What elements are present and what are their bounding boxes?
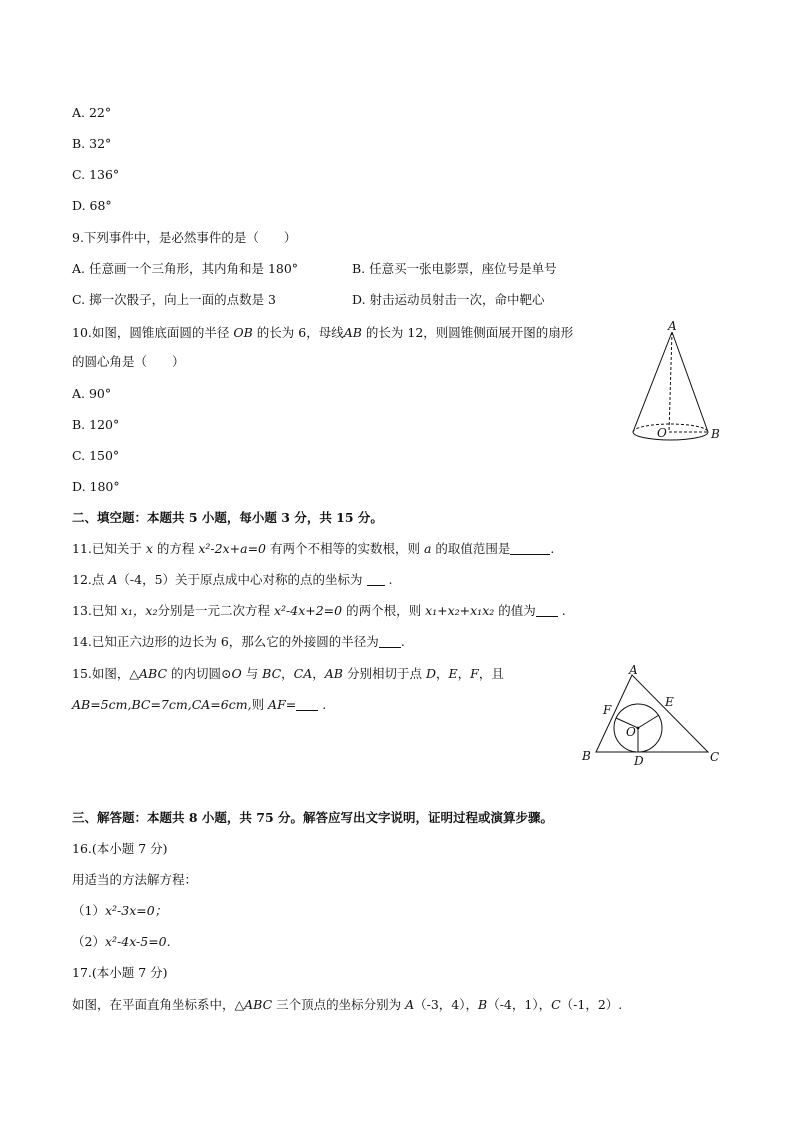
- q9-option-a: A. 任意画一个三角形，其内角和是 180°: [72, 261, 299, 276]
- incircle-label-a: A: [629, 663, 638, 677]
- q17-coord-c: （-1，2）.: [560, 997, 623, 1012]
- q9-option-d: D. 射击运动员射击一次，命中靶心: [352, 292, 545, 307]
- q16-part2: [72, 934, 171, 950]
- q11-end: .: [550, 541, 555, 556]
- q9-option-b: B. 任意买一张电影票，座位号是单号: [352, 261, 557, 276]
- q16-stem: 用适当的方法解方程：: [72, 872, 198, 887]
- q13-text: 的值为: [494, 603, 536, 618]
- cone-figure: [620, 318, 730, 448]
- q17-coord-b: （-4，1），: [487, 997, 552, 1012]
- q15-af: AF=: [268, 697, 297, 712]
- q15-text: ，: [281, 666, 294, 681]
- q14-text: 14.已知正六边形的边长为 6，那么它的外接圆的半径为: [72, 634, 379, 649]
- q8-option-c: C. 136°: [72, 167, 120, 182]
- q15-lengths: AB=5cm,BC=7cm,CA=6cm,: [72, 697, 252, 712]
- q11-var-x: x: [145, 541, 153, 556]
- q15-point-e: E: [448, 666, 458, 681]
- q12-end: .: [384, 572, 393, 587]
- incircle-label-c: C: [710, 750, 720, 764]
- section2-desc: 本题共 5 小题，每小题 3 分，共 15 分。: [147, 510, 383, 525]
- q15-point-d: D: [425, 666, 436, 681]
- q11-stem: [72, 541, 554, 557]
- incircle-label-b: B: [582, 749, 591, 763]
- q13-answer-blank[interactable]: [536, 604, 558, 617]
- q15-side-ca: CA: [293, 666, 313, 681]
- q13-text: 13.已知: [72, 603, 121, 618]
- q16-title: 16.(本小题 7 分): [72, 841, 168, 856]
- q10-text: 的长为 12，则圆锥侧面展开图的扇形: [361, 325, 574, 340]
- q13-expression: x₁+x₂+x₁x₂: [425, 603, 495, 618]
- q12-stem: [72, 572, 392, 588]
- q17-text: 如图，在平面直角坐标系中，: [72, 997, 235, 1012]
- q9-stem: 9.下列事件中，是必然事件的是（ ）: [72, 230, 297, 245]
- q14-end: .: [400, 634, 405, 649]
- q8-option-d: D. 68°: [72, 198, 112, 213]
- q8-option-b: B. 32°: [72, 136, 112, 151]
- q10-text: 10.如图，圆锥底面圆的半径: [72, 325, 234, 340]
- q16-part2-label: （2）: [72, 934, 105, 949]
- q15-end: .: [318, 697, 327, 712]
- q15-stem-line2: [72, 697, 326, 713]
- q11-text: 11.已知关于: [72, 541, 146, 556]
- cone-label-o: O: [657, 426, 667, 440]
- q15-text: 则: [251, 697, 269, 712]
- q11-var-a: a: [423, 541, 432, 556]
- q15-text: ，: [457, 666, 471, 681]
- q13-text: 的两个根，则: [342, 603, 426, 618]
- q12-answer-blank[interactable]: [367, 573, 385, 586]
- cone-label-a: A: [668, 319, 677, 333]
- q16-part1-equation: x²-3x=0；: [104, 903, 168, 918]
- incircle-label-f: F: [603, 703, 612, 717]
- q16-part2-equation: x²-4x-5=0.: [104, 934, 171, 949]
- q11-answer-blank[interactable]: [510, 542, 550, 555]
- cone-label-b: B: [711, 427, 720, 441]
- q17-point-b: B: [478, 997, 488, 1012]
- q15-stem-line1: [72, 666, 504, 682]
- q11-text: 有两个不相等的实数根，则: [266, 541, 424, 556]
- q10-segment-ob: OB: [233, 325, 253, 340]
- q15-text: 与: [241, 666, 263, 681]
- section3-title: 三、解答题：: [72, 810, 148, 825]
- section3-desc: 本题共 8 小题，共 75 分。解答应写出文字说明，证明过程或演算步骤。: [147, 810, 554, 825]
- q12-text: （-4，5）关于原点成中心对称的点的坐标为: [117, 572, 367, 587]
- q15-triangle: △ABC: [129, 666, 168, 681]
- q10-text: 的长为 6，母线: [252, 325, 344, 340]
- q10-stem-line2: 的圆心角是（ ）: [72, 354, 185, 369]
- q17-title: 17.(本小题 7 分): [72, 965, 168, 980]
- q11-text: 的方程: [152, 541, 199, 556]
- q11-text: 的取值范围是: [431, 541, 511, 556]
- q15-answer-blank[interactable]: [296, 698, 318, 711]
- q10-option-a: A. 90°: [72, 386, 112, 401]
- q10-option-b: B. 120°: [72, 417, 120, 432]
- q17-text: 三个顶点的坐标分别为: [272, 997, 406, 1012]
- q17-point-a: A: [405, 997, 415, 1012]
- q15-text: 的内切圆⊙: [167, 666, 232, 681]
- q12-point-a: A: [108, 572, 118, 587]
- q13-equation: x²-4x+2=0: [273, 603, 343, 618]
- section3-heading: [72, 810, 553, 826]
- q17-stem: [72, 997, 622, 1013]
- q10-option-c: C. 150°: [72, 448, 120, 463]
- q12-text: 12.点: [72, 572, 109, 587]
- section2-title: 二、填空题：: [72, 510, 148, 525]
- q8-option-a: A. 22°: [72, 105, 112, 120]
- q13-end: .: [557, 603, 566, 618]
- q15-text: ，: [435, 666, 449, 681]
- q15-center: O: [231, 666, 242, 681]
- q15-text: 15.如图，: [72, 666, 130, 681]
- q13-stem: [72, 603, 566, 619]
- q16-part1-label: （1）: [72, 903, 105, 918]
- q13-roots: x₁，x₂: [120, 603, 158, 618]
- q14-answer-blank[interactable]: [379, 635, 401, 648]
- q17-triangle: △ABC: [234, 997, 273, 1012]
- q15-text: ，: [312, 666, 325, 681]
- incircle-label-d: D: [634, 754, 644, 768]
- q11-equation: x²-2x+a=0: [198, 541, 267, 556]
- section2-heading: [72, 510, 383, 526]
- q10-segment-ab: AB: [343, 325, 362, 340]
- q16-part1: [72, 903, 167, 919]
- q9-option-c: C. 掷一次骰子，向上一面的点数是 3: [72, 292, 276, 307]
- incircle-label-o: O: [626, 725, 636, 739]
- incircle-label-e: E: [665, 695, 674, 709]
- q13-text: 分别是一元二次方程: [157, 603, 274, 618]
- q15-text: ，且: [478, 666, 504, 681]
- q15-point-f: F: [470, 666, 479, 681]
- q17-coord-a: （-3，4），: [414, 997, 479, 1012]
- incircle-figure: [580, 662, 730, 770]
- q15-side-ab: AB: [324, 666, 343, 681]
- q15-text: 分别相切于点: [343, 666, 426, 681]
- q14-stem: [72, 634, 405, 650]
- q17-point-c: C: [551, 997, 561, 1012]
- q15-side-bc: BC: [262, 666, 282, 681]
- q10-option-d: D. 180°: [72, 479, 120, 494]
- q10-stem-line1: [72, 325, 573, 341]
